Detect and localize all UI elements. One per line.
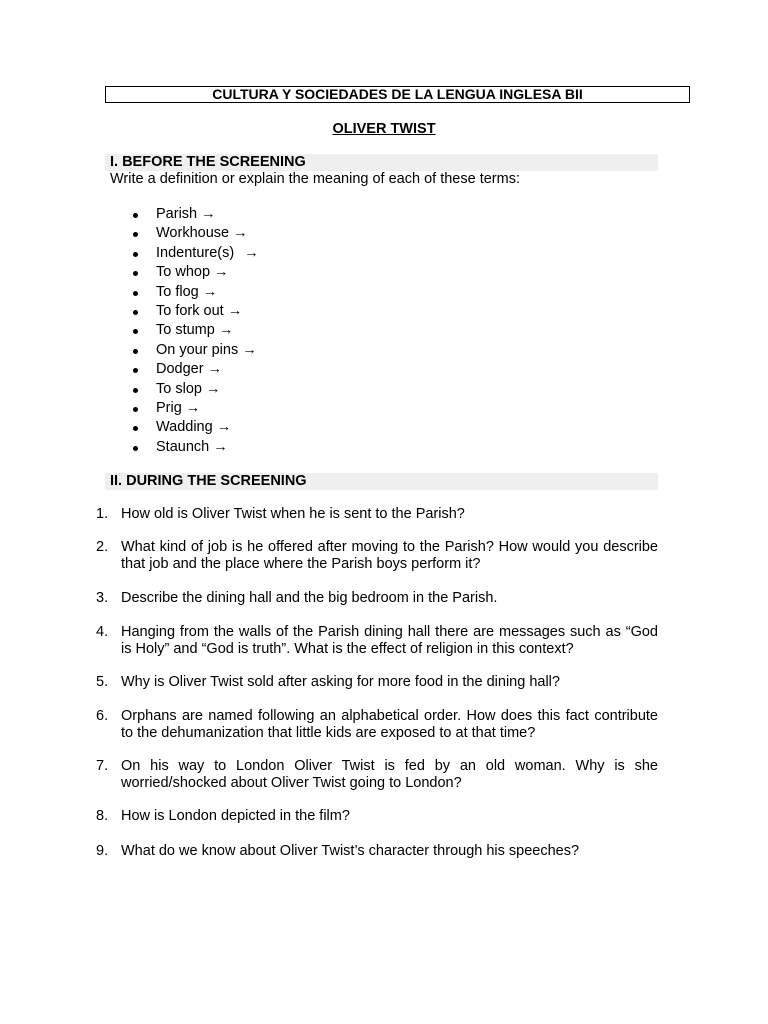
bullet-icon: [133, 407, 138, 412]
question-text: Orphans are named following an alphabetical order. How does this fact contribute to the dehumanization that little kids are exposed to at that time?: [121, 708, 658, 741]
list-item: [130, 205, 259, 224]
question-number: 4.: [96, 624, 109, 640]
bullet-icon: [133, 252, 138, 257]
question-item: [96, 539, 658, 573]
section-heading-during: II. DURING THE SCREENING: [105, 473, 658, 490]
question-text: Hanging from the walls of the Parish dining hall there are messages such as “God is Holy” and “God is truth”. What is the effect of religion in this context?: [121, 624, 658, 657]
bullet-icon: [133, 310, 138, 315]
question-text: How is London depicted in the film?: [121, 808, 350, 824]
arrow-icon: →: [202, 283, 218, 300]
list-item: [130, 283, 259, 302]
question-number: 2.: [96, 539, 109, 555]
arrow-icon: →: [205, 380, 221, 397]
question-text: How old is Oliver Twist when he is sent to the Parish?: [121, 506, 465, 522]
arrow-icon: →: [218, 322, 234, 339]
bullet-icon: [133, 329, 138, 334]
question-item: [96, 624, 658, 658]
term-label: Parish: [156, 206, 198, 222]
question-number: 7.: [96, 758, 109, 774]
bullet-icon: [133, 388, 138, 393]
list-item: [130, 302, 259, 321]
question-item: [96, 843, 658, 860]
instruction-text: Write a definition or explain the meaning of each of these terms:: [110, 171, 520, 187]
term-label: Workhouse: [156, 225, 230, 242]
question-number: 8.: [96, 808, 109, 824]
list-item: [130, 438, 259, 457]
question-item: [96, 758, 658, 792]
arrow-icon: →: [214, 264, 229, 281]
arrow-icon: →: [216, 419, 232, 436]
terms-list: [130, 205, 259, 457]
question-text: What kind of job is he offered after moving to the Parish? How would you describe that job and the place where the Parish boys perform it?: [121, 539, 658, 572]
bullet-icon: [133, 291, 138, 296]
term-label: To slop: [156, 380, 202, 397]
arrow-icon: →: [207, 361, 223, 378]
list-item: [130, 399, 259, 418]
term-label: To flog: [156, 283, 199, 300]
term-label: To whop: [156, 264, 211, 281]
question-number: 6.: [96, 708, 109, 724]
question-text: Describe the dining hall and the big bedroom in the Parish.: [121, 590, 498, 606]
bullet-icon: [133, 349, 138, 354]
list-item: [130, 321, 259, 340]
term-label: Wadding: [156, 419, 213, 436]
arrow-icon: →: [233, 225, 248, 242]
arrow-icon: →: [185, 399, 201, 416]
question-item: [96, 674, 658, 691]
list-item: [130, 244, 259, 263]
question-item: [96, 808, 658, 825]
course-title: CULTURA Y SOCIEDADES DE LA LENGUA INGLESA BII: [105, 86, 690, 103]
question-number: 3.: [96, 590, 109, 606]
arrow-icon: →: [244, 244, 259, 261]
bullet-icon: [133, 213, 138, 218]
term-label: On your pins: [156, 341, 239, 358]
list-item: [130, 418, 259, 437]
term-label: To fork out: [156, 302, 224, 319]
term-label: Indenture(s): [156, 244, 235, 261]
bullet-icon: [133, 426, 138, 431]
question-number: 9.: [96, 843, 109, 859]
question-item: [96, 708, 658, 742]
list-item: [130, 341, 259, 360]
list-item: [130, 360, 259, 379]
question-number: 5.: [96, 674, 109, 690]
list-item: [130, 224, 259, 243]
bullet-icon: [133, 271, 138, 276]
arrow-icon: →: [227, 302, 243, 319]
term-label: Dodger: [156, 361, 204, 378]
bullet-icon: [133, 446, 138, 451]
arrow-icon: →: [213, 438, 228, 455]
arrow-icon: →: [201, 206, 216, 222]
question-number: 1.: [96, 506, 109, 522]
list-item: [130, 380, 259, 399]
bullet-icon: [133, 368, 138, 373]
question-item: [96, 506, 658, 523]
question-text: On his way to London Oliver Twist is fed by an old woman. Why is she worried/shocked about Oliver Twist going to London?: [121, 758, 658, 791]
question-item: [96, 590, 658, 607]
list-item: [130, 263, 259, 282]
bullet-icon: [133, 232, 138, 237]
document-title: OLIVER TWIST: [332, 121, 436, 137]
term-label: To stump: [156, 322, 215, 339]
arrow-icon: →: [242, 341, 257, 358]
section-heading-before: I. BEFORE THE SCREENING: [105, 154, 658, 171]
question-text: What do we know about Oliver Twist’s character through his speeches?: [121, 843, 580, 859]
term-label: Prig: [156, 399, 182, 416]
term-label: Staunch: [156, 438, 210, 455]
question-text: Why is Oliver Twist sold after asking for more food in the dining hall?: [121, 674, 560, 690]
